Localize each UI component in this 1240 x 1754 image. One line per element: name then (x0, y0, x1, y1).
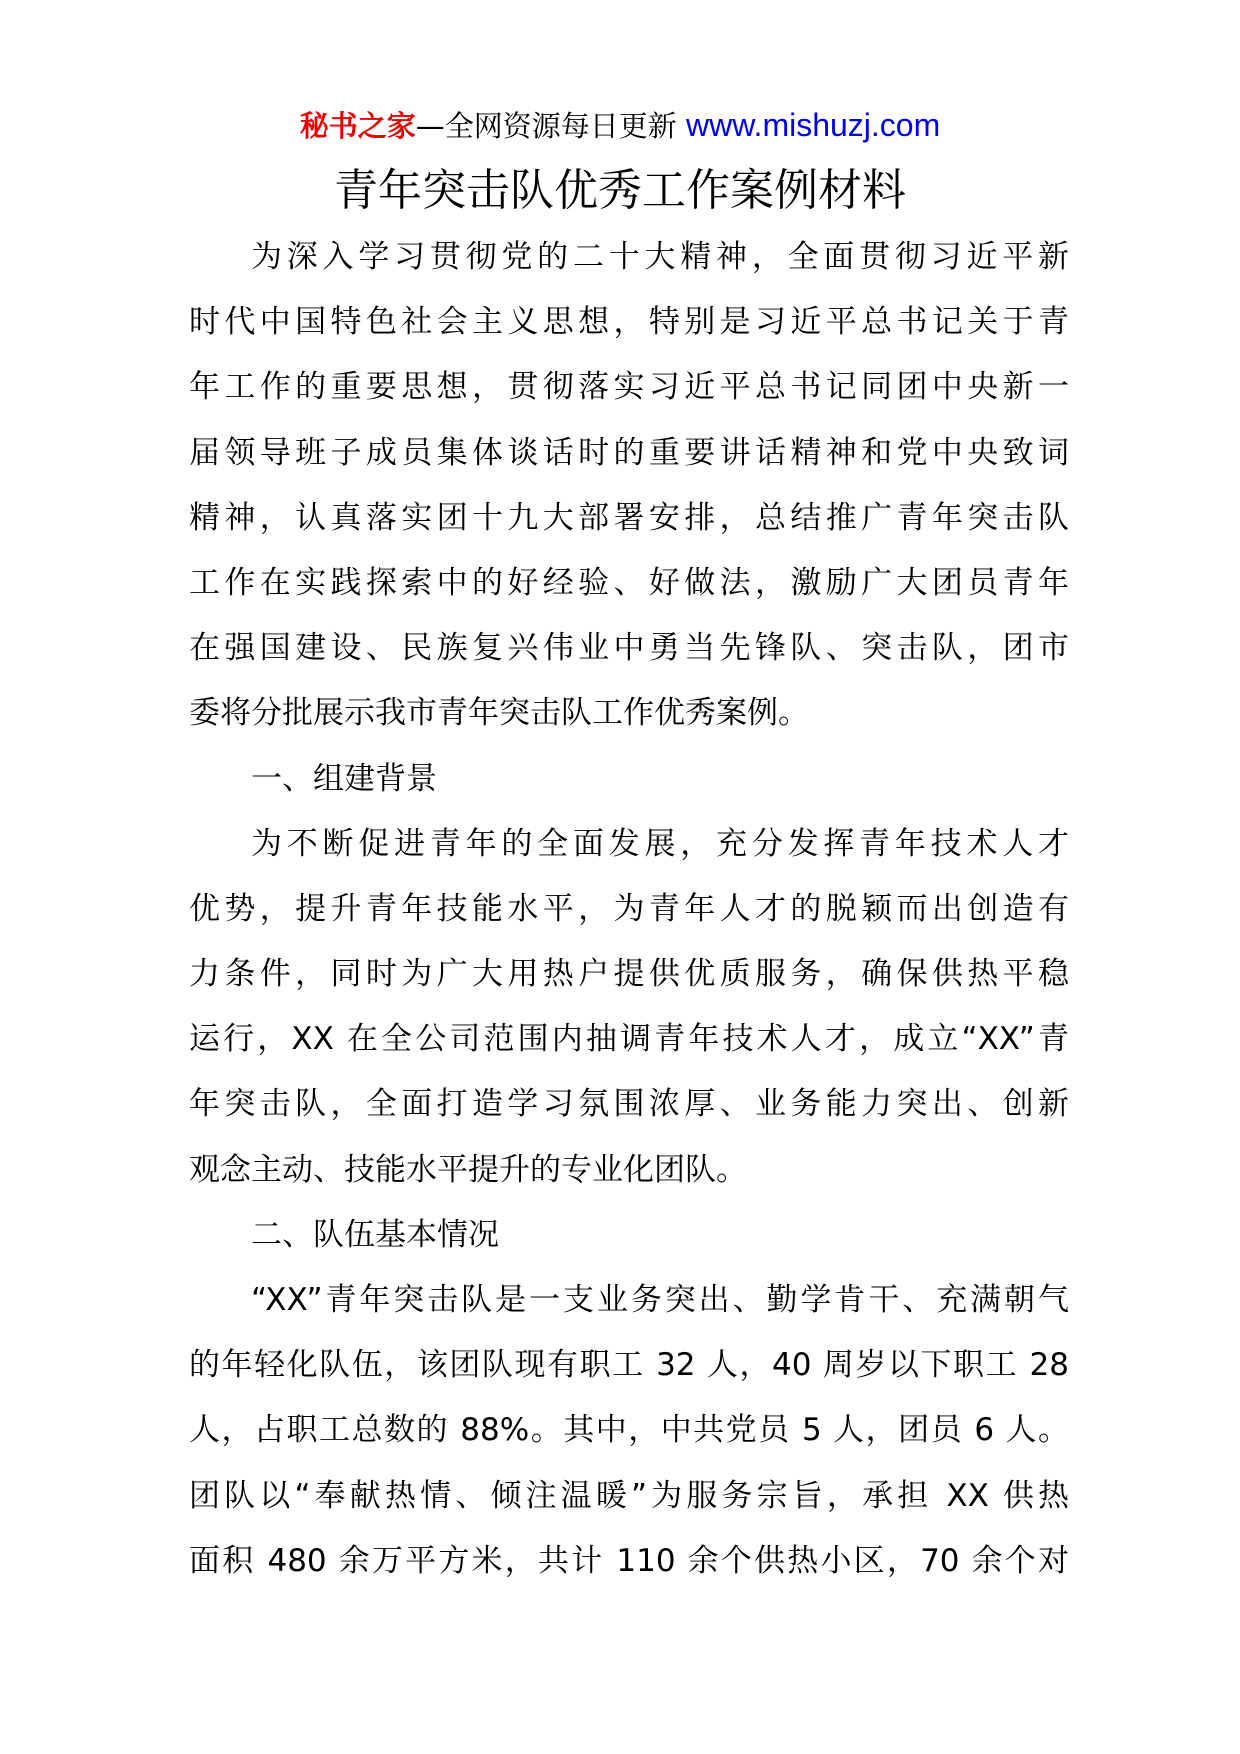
paragraph-line: 力条件，同时为广大用热户提供优质服务，确保供热平稳 (189, 956, 1069, 993)
paragraph-line: “XX”青年突击队是一支业务突出、勤学肯干、充满朝气 (251, 1282, 1069, 1318)
paragraph-line: 在强国建设、民族复兴伟业中勇当先锋队、突击队，团市 (189, 630, 1069, 667)
paragraph-line: 工作在实践探索中的好经验、好做法，激励广大团员青年 (189, 564, 1069, 601)
site-url-link[interactable]: www.mishuzj.com (685, 107, 941, 143)
document-body (189, 225, 1069, 1594)
paragraph-line: 届领导班子成员集体谈话时的重要讲话精神和党中央致词 (189, 434, 1069, 471)
paragraph-line: 运行，XX 在全公司范围内抽调青年技术人才，成立“XX”青 (189, 1021, 1069, 1058)
paragraph-line: 人，占职工总数的 88%。其中，中共党员 5 人，团员 6 人。 (189, 1412, 1069, 1449)
document-title: 青年突击队优秀工作案例材料 (334, 165, 906, 216)
paragraph-line: 的年轻化队伍，该团队现有职工 32 人，40 周岁以下职工 28 (189, 1347, 1069, 1384)
paragraph-line: 委将分批展示我市青年突击队工作优秀案例。 (189, 695, 809, 732)
paragraph-line: 观念主动、技能水平提升的专业化团队。 (189, 1151, 747, 1188)
paragraph-line: 为不断促进青年的全面发展，充分发挥青年技术人才 (251, 825, 1069, 862)
section-heading: 一、组建背景 (251, 760, 437, 797)
site-tagline: —全网资源每日更新 (415, 109, 686, 143)
site-header (0, 105, 1240, 146)
paragraph-line: 面积 480 余万平方米，共计 110 余个供热小区，70 余个对 (189, 1542, 1069, 1579)
paragraph-line: 优势，提升青年技能水平，为青年人才的脱颖而出创造有 (189, 890, 1069, 927)
paragraph-line: 年突击队，全面打造学习氛围浓厚、业务能力突出、创新 (189, 1086, 1069, 1123)
paragraph-line: 为深入学习贯彻党的二十大精神，全面贯彻习近平新 (251, 239, 1069, 275)
paragraph-line: 年工作的重要思想，贯彻落实习近平总书记同团中央新一 (189, 369, 1069, 406)
section-heading: 二、队伍基本情况 (251, 1216, 499, 1253)
paragraph-line: 时代中国特色社会主义思想，特别是习近平总书记关于青 (189, 304, 1069, 341)
site-brand: 秘书之家 (299, 109, 416, 143)
paragraph-line: 精神，认真落实团十九大部署安排，总结推广青年突击队 (189, 499, 1069, 536)
paragraph-line: 团队以“奉献热情、倾注温暖”为服务宗旨，承担 XX 供热 (189, 1477, 1069, 1514)
